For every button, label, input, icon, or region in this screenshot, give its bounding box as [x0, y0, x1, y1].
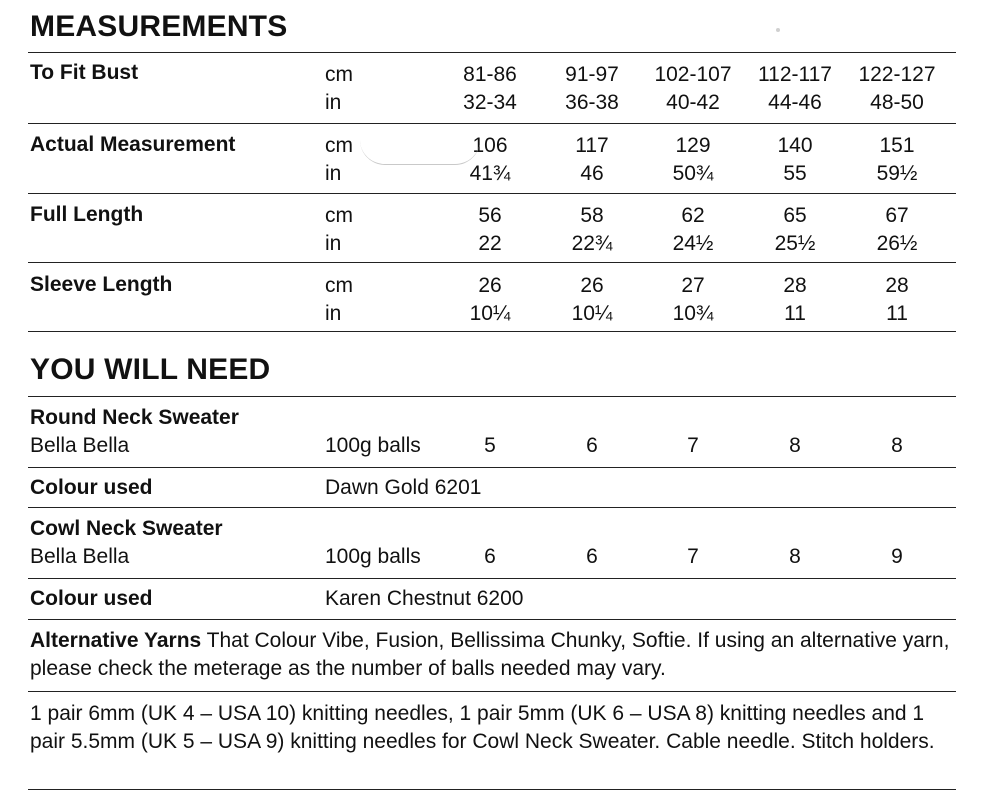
- scan-speck: [776, 28, 780, 32]
- size-value: 41¾: [469, 162, 511, 185]
- size-value: 44-46: [768, 91, 822, 114]
- row-label: To Fit Bust: [30, 61, 139, 84]
- scan-scuff: [360, 140, 480, 165]
- ball-count: 8: [891, 434, 903, 457]
- ball-count: 7: [687, 434, 699, 457]
- divider: [28, 619, 956, 620]
- size-value: 129: [675, 134, 711, 157]
- unit-label: in: [325, 302, 342, 325]
- size-value: 10¼: [469, 302, 511, 325]
- divider: [28, 331, 956, 332]
- ball-count: 9: [891, 545, 903, 568]
- alternative-yarns-text: That Colour Vibe, Fusion, Bellissima Chunky, Softie. If using an alternative yarn, please check the meterage as the number of balls needed may vary.: [30, 629, 950, 680]
- ball-count: 8: [789, 434, 801, 457]
- size-value: 25½: [774, 232, 816, 255]
- sweater-title: Round Neck Sweater: [30, 406, 239, 429]
- unit-label: cm: [325, 134, 353, 157]
- unit-label: in: [325, 91, 342, 114]
- row-label: Full Length: [30, 203, 144, 226]
- size-value: 50¾: [672, 162, 714, 185]
- size-value: 58: [580, 204, 604, 227]
- size-value: 55: [783, 162, 807, 185]
- size-value: 11: [886, 302, 908, 325]
- divider: [28, 467, 956, 468]
- yarn-name: Bella Bella: [30, 545, 130, 568]
- size-value: 122-127: [858, 63, 936, 86]
- row-label: Sleeve Length: [30, 273, 173, 296]
- ball-count: 7: [687, 545, 699, 568]
- size-value: 26: [580, 274, 604, 297]
- divider: [28, 578, 956, 579]
- divider: [28, 691, 956, 692]
- ball-count: 6: [586, 545, 598, 568]
- ball-count: 6: [484, 545, 496, 568]
- alternative-yarns: [30, 627, 960, 683]
- size-value: 106: [472, 134, 508, 157]
- size-value: 102-107: [654, 63, 732, 86]
- size-value: 151: [879, 134, 915, 157]
- unit-label: in: [325, 232, 342, 255]
- size-value: 40-42: [666, 91, 720, 114]
- unit-label: in: [325, 162, 342, 185]
- divider: [28, 52, 956, 53]
- size-value: 24½: [672, 232, 714, 255]
- needles-text: 1 pair 6mm (UK 4 – USA 10) knitting needles, 1 pair 5mm (UK 6 – USA 8) knitting needles and 1 pair 5.5mm (UK 5 – USA 9) knitting needles for Cowl Neck Sweater. Cable needle. Stitch holders.: [30, 702, 935, 753]
- sweater-title: Cowl Neck Sweater: [30, 517, 223, 540]
- size-value: 67: [885, 204, 909, 227]
- size-value: 46: [580, 162, 604, 185]
- size-value: 59½: [876, 162, 918, 185]
- size-value: 10¼: [571, 302, 613, 325]
- divider: [28, 507, 956, 508]
- size-value: 32-34: [463, 91, 517, 114]
- divider: [28, 193, 956, 194]
- size-value: 28: [783, 274, 807, 297]
- unit-label: cm: [325, 204, 353, 227]
- yarn-unit: 100g balls: [325, 545, 421, 568]
- measurements-heading: MEASUREMENTS: [30, 10, 288, 43]
- size-value: 117: [575, 134, 609, 157]
- unit-label: cm: [325, 63, 353, 86]
- size-value: 10¾: [672, 302, 714, 325]
- row-label: Actual Measurement: [30, 133, 236, 156]
- divider: [28, 262, 956, 263]
- divider: [28, 396, 956, 397]
- size-value: 28: [885, 274, 909, 297]
- size-value: 26½: [876, 232, 918, 255]
- size-value: 22: [478, 232, 502, 255]
- yarn-unit: 100g balls: [325, 434, 421, 457]
- colour-label: Colour used: [30, 476, 153, 499]
- divider: [28, 123, 956, 124]
- ball-count: 6: [586, 434, 598, 457]
- divider: [28, 789, 956, 790]
- size-value: 56: [478, 204, 502, 227]
- alternative-yarns-label: Alternative Yarns: [30, 629, 202, 652]
- size-value: 48-50: [870, 91, 924, 114]
- colour-value: Dawn Gold 6201: [325, 476, 482, 499]
- unit-label: cm: [325, 274, 353, 297]
- size-value: 22¾: [571, 232, 613, 255]
- size-value: 62: [681, 204, 705, 227]
- size-value: 26: [478, 274, 502, 297]
- size-value: 81-86: [463, 63, 517, 86]
- colour-value: Karen Chestnut 6200: [325, 587, 524, 610]
- size-value: 11: [784, 302, 806, 325]
- size-value: 27: [681, 274, 705, 297]
- size-value: 65: [783, 204, 807, 227]
- you-will-need-heading: YOU WILL NEED: [30, 353, 271, 386]
- size-value: 112-117: [758, 63, 832, 86]
- yarn-name: Bella Bella: [30, 434, 130, 457]
- ball-count: 8: [789, 545, 801, 568]
- colour-label: Colour used: [30, 587, 153, 610]
- size-value: 91-97: [565, 63, 619, 86]
- size-value: 140: [777, 134, 813, 157]
- size-value: 36-38: [565, 91, 619, 114]
- ball-count: 5: [484, 434, 496, 457]
